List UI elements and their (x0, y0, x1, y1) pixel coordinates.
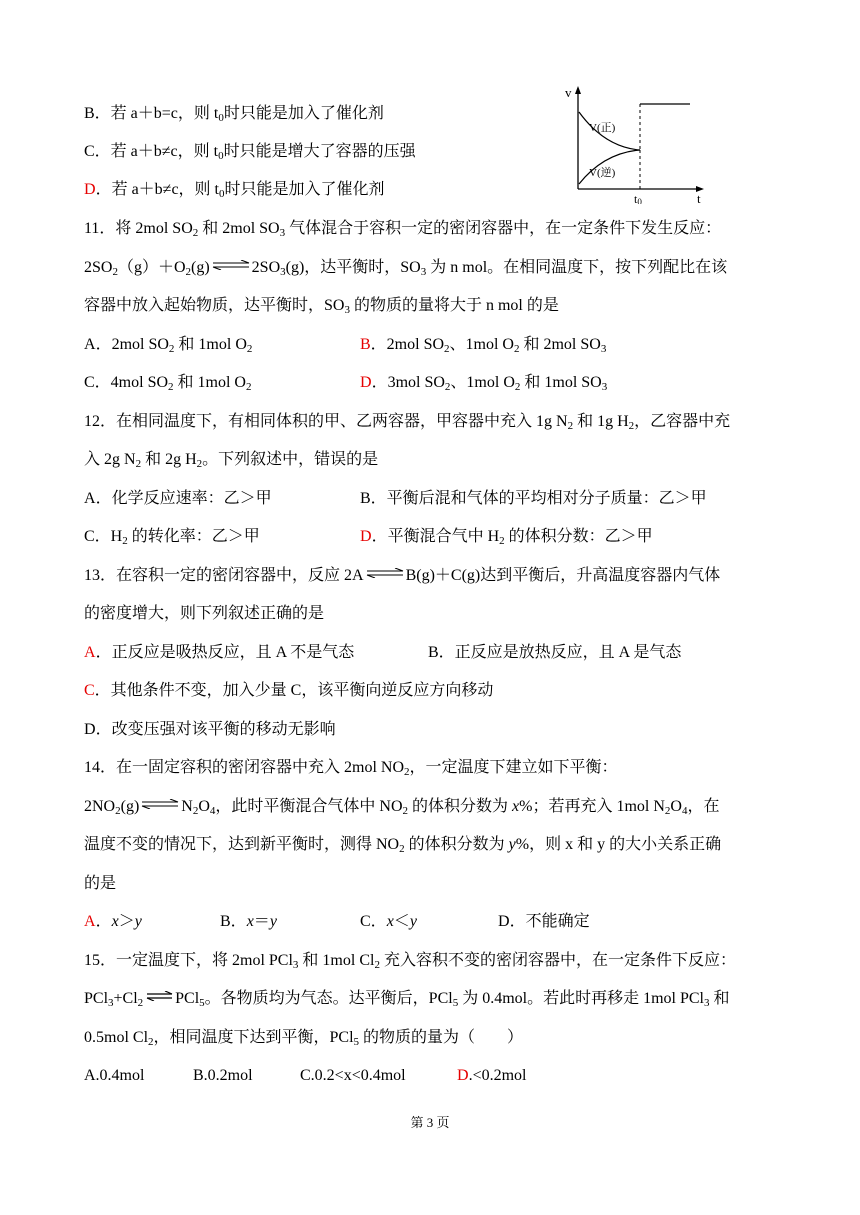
q11-stem-line1: 11．将 2mol $SO_2$ 和 2mol $SO_3$ 气体混合于容积一定的密闭容器中，在一定条件下发生反应： (84, 220, 722, 239)
equilibrium-arrow-icon (365, 568, 405, 578)
q14-stem-line3: 温度不变的情况下，达到新平衡时，测得 $NO_2$ 的体积分数为 y%，则 x 和 y 的大小关系正确 (84, 836, 722, 855)
q13-option-a: A．正反应是吸热反应，且 A 不是气态 (84, 644, 355, 661)
q11-stem-line2: $2SO_2(g)+O_2(g)$ $2SO_3(g)$，达平衡时，$SO_3$ 为 n mol。在相同温度下，按下列配比在该 (84, 259, 728, 278)
q14-option-c: C．x＜y (360, 913, 417, 930)
q13-option-c: C．其他条件不变，加入少量 C，该平衡向逆反应方向移动 (84, 682, 494, 699)
forward-rate-label: V(正) (589, 122, 616, 134)
y-axis-label: v (565, 85, 572, 100)
q12-stem-line1: 12．在相同温度下，有相同体积的甲、乙两容器，甲容器中充入 1g $N_2$ 和 1g $H_2$，乙容器中充 (84, 413, 731, 432)
velocity-time-graph (560, 82, 710, 204)
y-axis-arrow-icon (575, 86, 581, 94)
x-axis-label: t (697, 191, 701, 204)
equilibrium-arrow-icon (140, 799, 180, 809)
q14-stem-line4: 的是 (84, 875, 117, 892)
equilibrium-arrow-icon (211, 260, 251, 270)
q15-stem-line1: 15．一定温度下，将 2mol PCl$_3$ 和 1mol $Cl_2$ 充入容积不变的密闭容器中，在一定条件下反应： (84, 952, 736, 971)
q11-option-c: C．4mol $SO_2$ 和 1mol $O_2$ (84, 374, 252, 393)
q15-option-b: B.0.2mol (193, 1067, 253, 1084)
q14-stem-line2: $2NO_2(g)$ $N_2O_4$，此时平衡混合气体中 $NO_2$ 的体积分数为 x%；若再充入 1mol $N_2O_4$，在 (84, 798, 720, 817)
q12-option-d: D．平衡混合气中 $H_2$ 的体积分数：乙＞甲 (360, 528, 653, 547)
q14-option-a: A．x＞y (84, 913, 142, 930)
q13-option-d: D．改变压强对该平衡的移动无影响 (84, 721, 336, 738)
q14-option-d: D．不能确定 (498, 913, 590, 930)
q15-option-c: C.0.2<x<0.4mol (300, 1067, 406, 1084)
reverse-rate-label: V(逆) (589, 167, 616, 179)
q13-option-b: B．正反应是放热反应，且 A 是气态 (428, 644, 682, 661)
q10-option-c: C．若 a＋b≠c，则 $t_0$时只能是增大了容器的压强 (84, 143, 416, 162)
q13-stem-line1: 13．在容积一定的密闭容器中，反应 2A B(g)＋C(g)达到平衡后，升高温度容器内气体 (84, 567, 721, 584)
q11-option-a: A．2mol $SO_2$ 和 1mol $O_2$ (84, 336, 253, 355)
t0-label: t0 (634, 192, 642, 204)
equilibrium-harpoon-icon (144, 991, 174, 1001)
q11-option-b: B．2mol $SO_2$、1mol $O_2$ 和 2mol $SO_3$ (360, 336, 607, 355)
page-number: 第 3 页 (410, 1115, 450, 1130)
q14-stem-line1: 14．在一固定容积的密闭容器中充入 2mol $NO_2$，一定温度下建立如下平衡： (84, 759, 618, 778)
q12-option-b: B．平衡后混和气体的平均相对分子质量：乙＞甲 (360, 490, 707, 507)
q15-option-a: A.0.4mol (84, 1067, 145, 1084)
q15-stem-line2: $PCl_3+Cl_2$ PCl$_5$。各物质均为气态。达平衡后，PCl$_5$ 为 0.4mol。若此时再移走 1mol PCl$_3$ 和 (84, 990, 730, 1009)
q10-option-b: B．若 a＋b=c，则 $t_0$时只能是加入了催化剂 (84, 105, 384, 124)
q14-option-b: B．x＝y (220, 913, 277, 930)
q11-stem-line3: 容器中放入起始物质，达平衡时，$SO_3$ 的物质的量将大于 n mol 的是 (84, 297, 559, 316)
q12-option-c: C．$H_2$ 的转化率：乙＞甲 (84, 528, 260, 547)
q12-option-a: A．化学反应速率：乙＞甲 (84, 490, 272, 507)
q15-option-d: D.<0.2mol (457, 1067, 527, 1084)
q11-option-d: D．3mol $SO_2$、1mol $O_2$ 和 1mol $SO_3$ (360, 374, 608, 393)
q10-option-d: D．若 a＋b≠c，则 $t_0$时只能是加入了催化剂 (84, 181, 385, 200)
q12-stem-line2: 入 2g $N_2$ 和 2g $H_2$。下列叙述中，错误的是 (84, 451, 379, 470)
q13-stem-line2: 的密度增大，则下列叙述正确的是 (84, 605, 325, 622)
q15-stem-line3: 0.5mol $Cl_2$，相同温度下达到平衡，PCl$_5$ 的物质的量为（ ） (84, 1029, 524, 1048)
